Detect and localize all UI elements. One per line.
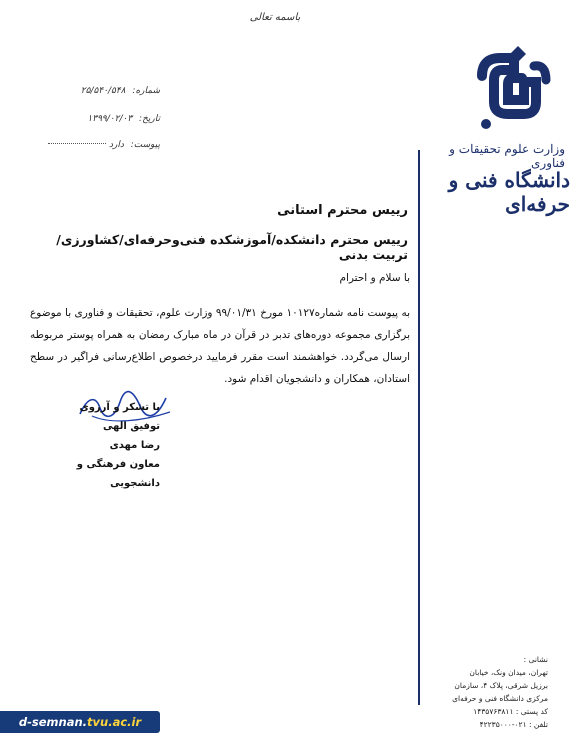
address-label: نشانی : [523, 655, 548, 664]
dotted-line [48, 143, 106, 144]
letter-number [10, 86, 160, 96]
university-logo-icon [474, 40, 552, 134]
ministry-name: وزارت علوم تحقیقات و فناوری [449, 142, 565, 170]
letter-attachment [10, 140, 160, 150]
greeting: با سلام و احترام [339, 272, 410, 284]
phone-label: تلفن : [529, 720, 548, 729]
signature-block [60, 398, 160, 493]
address-line-2: برزیل شرقی، پلاک ۴، سازمان [454, 681, 548, 690]
number-label: شماره: [132, 86, 160, 96]
postal-code: ۱۴۳۵۷۶۳۸۱۱ [473, 707, 514, 716]
recipient-secondary: رییس محترم دانشکده/آموزشکده فنی‌وحرفه‌ای/کشاورزی/تربیت بدنی [56, 232, 408, 262]
phone-row [430, 718, 548, 731]
phone-number: ۰۲۱-۴۲۲۳۵۰۰۰ [479, 720, 527, 729]
website-highlight: tvu.ac.ir [87, 715, 142, 729]
footer-address [430, 653, 548, 731]
attachment-value: دارد [108, 140, 124, 150]
invocation-text: باسمه تعالی [249, 12, 301, 23]
date-label: تاریخ: [139, 114, 160, 124]
university-name: دانشگاه فنی و حرفه‌ای [448, 168, 570, 216]
address-line-1: تهران، میدان ونک، خیابان [469, 668, 548, 677]
number-value: ۲۵/۵۴۰/۵۴۸ [80, 86, 126, 96]
letter-body: به پیوست نامه شماره۱۰۱۲۷ مورخ ۹۹/۰۱/۳۱ وزارت علوم، تحقیقات و فناوری با موضوع برگزاری مجموعه دوره‌های تدبر در قرآن در ماه مبارک رمضان به همراه پوستر مربوطه ارسال می‌گردد. خواهشمند است مقرر فرمایید درخصوص اطلاع‌رسانی فراگیر در سطح استادان، همکاران و دانشجویان اقدام شود. [30, 307, 410, 385]
attachment-label: پیوست: [130, 140, 160, 150]
letter-date [10, 114, 160, 124]
header-divider [418, 150, 420, 705]
address-line-3: مرکزی دانشگاه فنی و حرفه‌ای [452, 694, 548, 703]
postal-code-row [430, 705, 548, 718]
signature-closing: با تشکر و آرزوی توفیق الهی [79, 402, 160, 432]
postal-label: کد پستی : [515, 707, 548, 716]
signer-title: معاون فرهنگی و دانشجویی [76, 459, 160, 489]
signer-name: رضا مهدی [109, 440, 160, 451]
date-value: ۱۳۹۹/۰۲/۰۳ [87, 114, 133, 124]
website-badge[interactable] [0, 711, 160, 733]
recipient-primary: رییس محترم استانی [277, 203, 408, 218]
website-prefix: d-semnan. [18, 715, 88, 729]
